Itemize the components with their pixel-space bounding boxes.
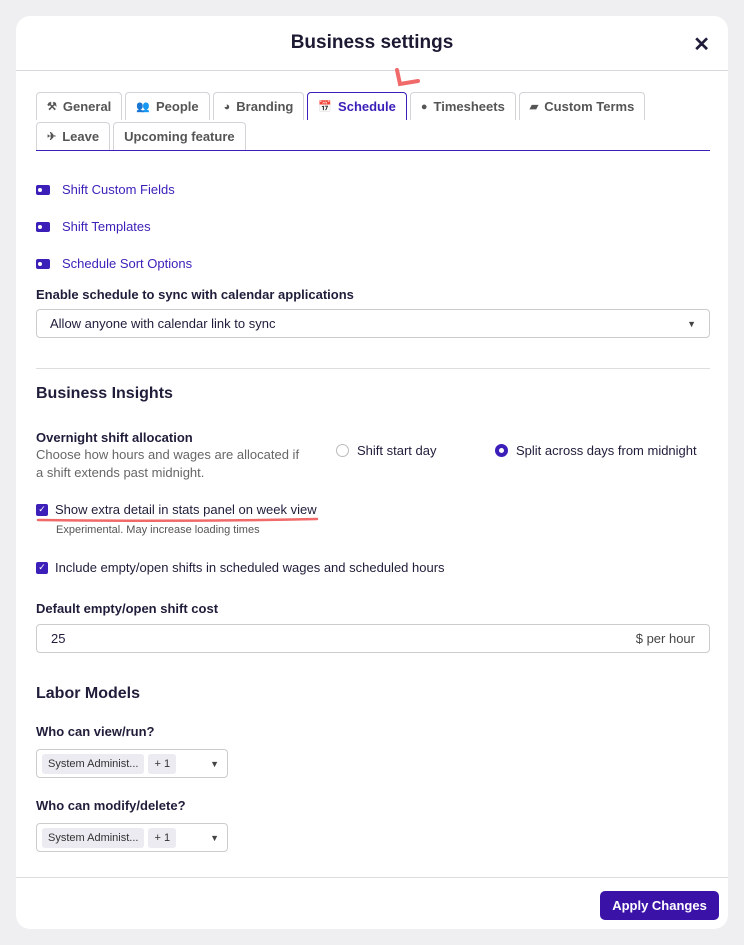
tab-label: Custom Terms (544, 99, 635, 114)
overnight-description-1: Choose how hours and wages are allocated if (36, 447, 300, 462)
tab-custom-terms[interactable] (519, 92, 646, 120)
role-chip: System Administ... (42, 828, 144, 848)
book-icon: ▰ (529, 101, 539, 113)
tab-label: Branding (236, 99, 294, 114)
tab-branding[interactable] (213, 92, 305, 120)
radio-split-across-days[interactable] (495, 443, 697, 458)
checkbox-include-empty-shifts[interactable] (36, 560, 445, 575)
labor-models-heading: Labor Models (36, 685, 141, 702)
caret-down-icon: ▼ (687, 318, 696, 329)
business-insights-heading: Business Insights (36, 385, 173, 402)
business-settings-modal (16, 16, 728, 929)
checkmark-icon: ✓ (36, 504, 48, 516)
radio-circle-selected (495, 444, 508, 457)
annotation-checkmark-icon (394, 66, 424, 92)
link-schedule-sort-options[interactable] (36, 245, 192, 282)
id-card-icon (36, 185, 50, 195)
id-card-icon (36, 259, 50, 269)
select-value: Allow anyone with calendar link to sync (50, 316, 276, 331)
modal-header (16, 16, 728, 71)
radio-circle (336, 444, 349, 457)
tab-timesheets[interactable] (410, 92, 516, 120)
palette-icon: ◕ (223, 100, 231, 113)
modify-delete-label: Who can modify/delete? (36, 798, 186, 813)
tab-label: Schedule (338, 99, 396, 114)
tab-schedule[interactable] (307, 92, 407, 120)
tab-general[interactable] (36, 92, 122, 120)
clock-icon: ● (420, 100, 428, 113)
footer-divider (16, 877, 728, 878)
role-chip: System Administ... (42, 754, 144, 774)
modal-title: Business settings (290, 32, 454, 53)
radio-label: Shift start day (357, 443, 437, 458)
calendar-sync-label: Enable schedule to sync with calendar applications (36, 287, 354, 302)
tab-label: General (62, 99, 112, 114)
settings-links (36, 171, 192, 282)
plane-icon: ✈ (47, 131, 57, 143)
checkbox-label: Include empty/open shifts in scheduled wages and scheduled hours (55, 560, 445, 575)
id-card-icon (36, 222, 50, 232)
cost-label: Default empty/open shift cost (36, 601, 219, 616)
checkmark-icon: ✓ (36, 562, 48, 574)
more-chip: + 1 (148, 828, 176, 848)
input-unit: $ per hour (635, 631, 695, 646)
view-run-select[interactable] (36, 749, 228, 778)
annotation-underline (36, 516, 320, 524)
people-icon: 👥 (136, 101, 150, 113)
link-shift-templates[interactable] (36, 208, 192, 245)
tab-bar (36, 92, 710, 151)
checkbox-extra-detail[interactable] (36, 502, 317, 517)
tab-label: Leave (62, 129, 100, 144)
link-shift-custom-fields[interactable] (36, 171, 192, 208)
link-label: Shift Custom Fields (62, 182, 175, 197)
modify-delete-select[interactable] (36, 823, 228, 852)
tab-leave[interactable] (36, 122, 110, 150)
overnight-label: Overnight shift allocation (36, 430, 193, 445)
extra-detail-note: Experimental. May increase loading times (56, 524, 260, 536)
tab-people[interactable] (125, 92, 209, 120)
input-value: 25 (51, 631, 66, 646)
checkbox-label: Show extra detail in stats panel on week view (55, 502, 317, 517)
overnight-description-2: a shift extends past midnight. (36, 465, 205, 480)
link-label: Schedule Sort Options (62, 256, 193, 271)
tab-label: People (156, 99, 199, 114)
more-chip: + 1 (148, 754, 176, 774)
tab-label: Timesheets (433, 99, 505, 114)
shift-cost-input[interactable] (36, 624, 710, 653)
tab-label: Upcoming feature (124, 129, 235, 144)
tab-upcoming-feature[interactable] (113, 122, 246, 150)
radio-label: Split across days from midnight (516, 443, 697, 458)
divider (36, 368, 710, 369)
view-run-label: Who can view/run? (36, 724, 155, 739)
apply-changes-button[interactable]: Apply Changes (600, 891, 719, 920)
caret-down-icon: ▼ (210, 832, 219, 843)
close-icon[interactable]: ✕ (693, 34, 710, 56)
calendar-sync-select[interactable] (36, 309, 710, 338)
link-label: Shift Templates (62, 219, 151, 234)
calendar-icon: 📅 (318, 101, 333, 113)
radio-shift-start-day[interactable] (336, 443, 436, 458)
tools-icon: ⚒ (47, 101, 57, 113)
caret-down-icon: ▼ (210, 758, 219, 769)
